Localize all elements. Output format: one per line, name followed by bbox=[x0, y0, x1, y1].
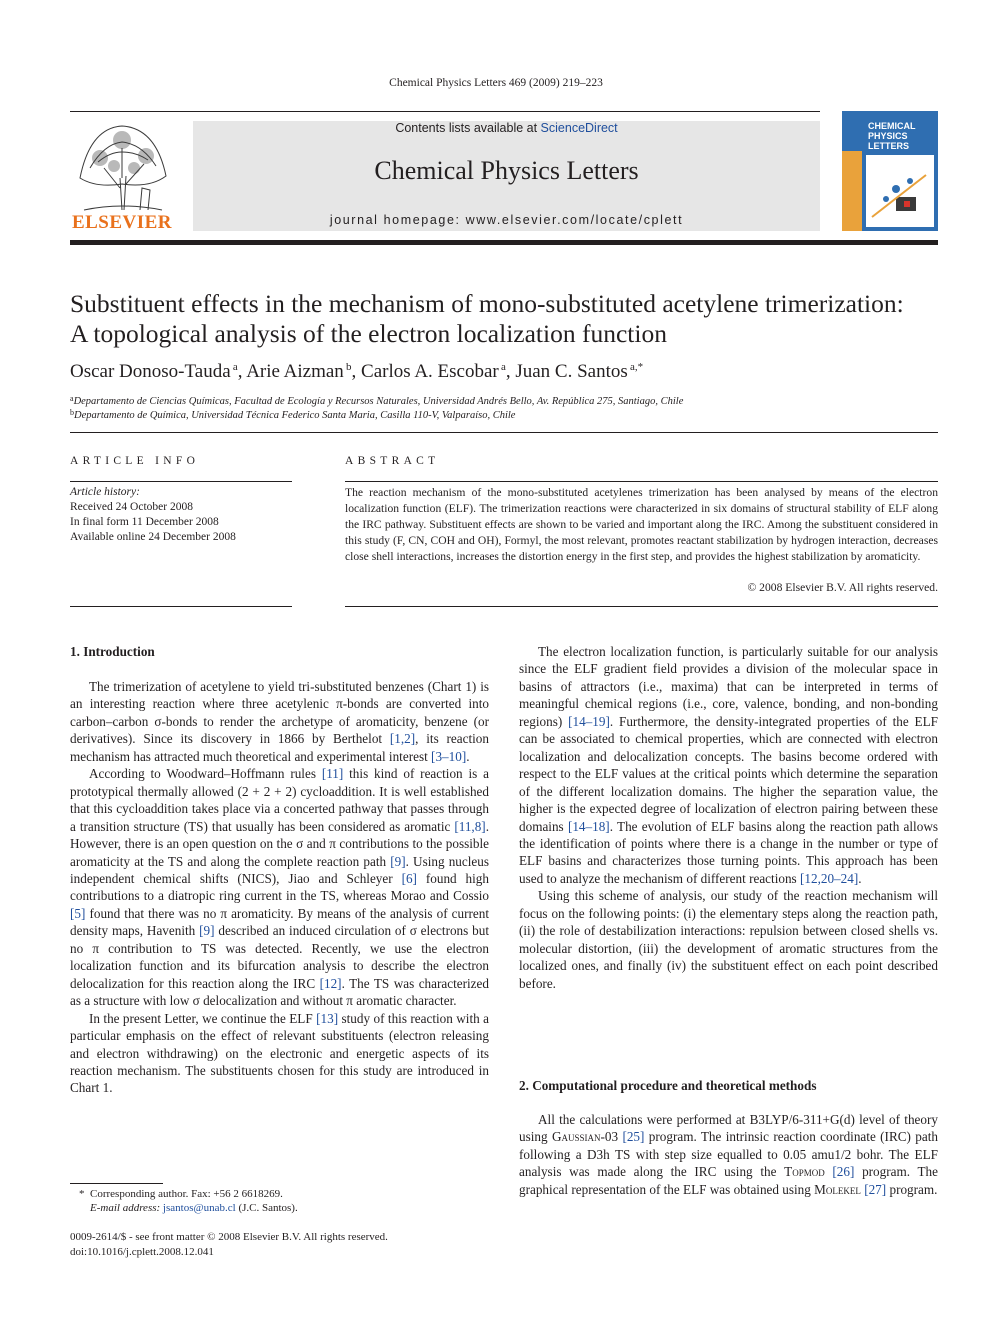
paragraph: Using this scheme of analysis, our study of the reaction mechanism will focus on the following points: (i) the elementary steps along the reaction path, (ii) the role of destabilization interactions: repulsion between closed shells vs. molecular distortion, (iii) the development of aromatic structures from the localized ones, and finally (iv) the substituent effect on each point described before. bbox=[519, 888, 938, 991]
author-sup: b bbox=[346, 361, 352, 373]
article-info-heading: ARTICLE INFO bbox=[70, 455, 200, 467]
affiliation-b bbox=[70, 408, 950, 421]
header-rule bbox=[70, 111, 820, 112]
history-final-form: In final form 11 December 2008 bbox=[70, 516, 219, 528]
article-title bbox=[70, 289, 950, 349]
citation-link[interactable]: [6] bbox=[401, 870, 417, 886]
journal-citation: Chemical Physics Letters 469 (2009) 219–223 bbox=[389, 77, 603, 89]
doi-line: doi:10.1016/j.cplett.2008.12.041 bbox=[70, 1245, 214, 1258]
abstract-rule bbox=[345, 481, 938, 482]
cover-molecule-icon bbox=[866, 155, 934, 227]
author-name: Arie Aizman bbox=[246, 361, 344, 382]
paragraph: The electron localization function, is particularly suitable for our analysis since the ELF gradient field provides a division of the molecular space in basins of attractors (i.e., maxima) that can be interpreted in terms of meaningful chemical regions (i.e., core, valence, bonding, and non-bonding regions) [14–19]. Furthermore, the density-integrated properties of the ELF can be associated to chemical properties, which are connected with electron localization and delocalization concepts. The basins become ordered with respect to the ELF values at the critical points which determine the separation of the different localization domains. The higher the separation value, the higher is the expected degree of localization of electron pairing between these domains [14–18]. The evolution of ELF basins along the reaction path allows the identification of points where there is a change in the number or type of ELF basins and characterizes those turning points. This approach has been used to analyze the mechanism of different reactions [12,20–24]. bbox=[519, 644, 938, 886]
masthead-thick-rule bbox=[70, 240, 938, 245]
citation-link[interactable]: [12,20–24] bbox=[799, 870, 859, 886]
article-info-rule bbox=[70, 481, 292, 482]
body-column-left bbox=[70, 678, 489, 1097]
homepage-link[interactable]: www.elsevier.com/locate/cplett bbox=[465, 213, 684, 227]
paragraph: All the calculations were performed at B3LYP/6-311+G(d) level of theory using Gaussian-03 [25] program. The intrinsic reaction coordinate (IRC) path following a D3h TS with step size equalled to 0.05 amu1/2 bohr. The ELF analysis was made along the IRC using the Topmod [26] program. The graphical representation of the ELF was obtained using Molekel [27] program. bbox=[519, 1112, 938, 1197]
affiliation-sup: a bbox=[70, 394, 74, 403]
cover-title: CHEMICAL PHYSICS LETTERS bbox=[868, 121, 916, 151]
corresponding-text: Corresponding author. Fax: +56 2 6618269. bbox=[90, 1188, 283, 1200]
contents-prefix: Contents lists available at bbox=[395, 121, 541, 135]
citation-link[interactable]: [13] bbox=[316, 1010, 339, 1026]
author-name: Oscar Donoso-Tauda bbox=[70, 361, 231, 382]
citation-link[interactable]: [26] bbox=[832, 1164, 855, 1180]
section-heading: 1. Introduction bbox=[70, 644, 155, 659]
citation-link[interactable]: [14–18] bbox=[567, 818, 610, 834]
history-online: Available online 24 December 2008 bbox=[70, 531, 236, 543]
issn-line: 0009-2614/$ - see front matter © 2008 Elsevier B.V. All rights reserved. bbox=[70, 1231, 388, 1243]
paragraph: In the present Letter, we continue the ELF [13] study of this reaction with a particular emphasis on the effect of relevant substituents (electron releasing and electron withdrawing) on the electronic and energetic aspects of its reaction mechanism. The substituents chosen for this study are introduced in Chart 1. bbox=[70, 1010, 489, 1096]
article-history bbox=[70, 485, 292, 545]
abstract-bottom-rule bbox=[345, 606, 938, 607]
citation-link[interactable]: [1,2] bbox=[389, 731, 416, 747]
email-note bbox=[70, 1201, 490, 1215]
affiliation-text: Departamento de Ciencias Químicas, Facultad de Ecología y Recursos Naturales, Universidad Andrés Bello, Av. República 275, Santiago, Chile bbox=[73, 396, 684, 407]
author-name: Juan C. Santos bbox=[515, 361, 628, 382]
citation-link[interactable]: [11,8] bbox=[454, 818, 486, 834]
front-matter bbox=[70, 1230, 490, 1259]
affiliation-a bbox=[70, 394, 950, 407]
paragraph: According to Woodward–Hoffmann rules [11] this kind of reaction is a prototypical thermally allowed (2 + 2 + 2) cycloaddition. It is well established that this cycloaddition takes place via a concerted pathway that passes through a transition structure (TS) that usually has been considered as aromatic [11,8]. However, there is an open question on the σ and π contributions to the possible aromaticity at the TS and along the complete reaction path [9]. Using nucleus independent chemical shifts (NICS), Jiao and Schleyer [6] found high contributions to a diatropic ring current in the TS, whereas Morao and Cossio [5] found that there was no π aromaticity. By means of the analysis of current density maps, Havenith [9] described an induced circulation of σ electrons but no π contribution to TS was detected. Recently, we use the electron localization function and its bifurcation analysis to describe the electron delocalization for this reaction along the IRC [12]. The TS was characterized as a structure with low σ delocalization and without π aromatic character. bbox=[70, 766, 489, 1009]
section-heading: 2. Computational procedure and theoretical methods bbox=[519, 1078, 817, 1093]
email-label: E-mail address: bbox=[90, 1202, 161, 1214]
title-line-2: A topological analysis of the electron localization function bbox=[70, 319, 667, 348]
elsevier-wordmark: ELSEVIER bbox=[71, 212, 173, 233]
affiliation-text: Departamento de Química, Universidad Técnica Federico Santa Maria, Casilla 110-V, Valparaíso, Chile bbox=[74, 410, 516, 421]
article-info-bottom-rule bbox=[70, 606, 292, 607]
citation-link[interactable]: [14–19] bbox=[568, 713, 610, 729]
abstract-heading: ABSTRACT bbox=[345, 455, 440, 467]
contents-line bbox=[193, 121, 820, 135]
citation-link[interactable]: [27] bbox=[864, 1181, 887, 1197]
author-list: Oscar Donoso-Tauda $^a$, Arie Aizman $^b$, Carlos A. Escobar $^a$, Juan C. Santos $^{a,*}$ bbox=[70, 361, 644, 382]
body-column-right bbox=[519, 643, 938, 992]
citation-link[interactable]: [5] bbox=[70, 905, 86, 921]
email-suffix: (J.C. Santos). bbox=[238, 1202, 298, 1214]
paragraph: The trimerization of acetylene to yield tri-substituted benzenes (Chart 1) is an interesting reaction where three acetylenic π-bonds are converted into carbon–carbon σ-bonds to render the archetype of aromaticity, benzene (or derivatives). Since its discovery in 1866 by Berthelot [1,2], its reaction mechanism has attracted much theoretical and experimental interest [3–10]. bbox=[70, 679, 489, 764]
abstract-copyright: © 2008 Elsevier B.V. All rights reserved. bbox=[747, 581, 938, 594]
citation-link[interactable]: [11] bbox=[321, 766, 344, 782]
author-name: Carlos A. Escobar bbox=[361, 361, 499, 382]
journal-homepage bbox=[193, 213, 820, 227]
citation-link[interactable]: [9] bbox=[390, 853, 406, 869]
citation-link[interactable]: [9] bbox=[199, 923, 215, 939]
abstract-text: The reaction mechanism of the mono-substituted acetylenes trimerization has been analysed by means of the electron localization function (ELF). The trimerization reactions were characterized in six domains of structural stability of ELF along the IRC pathway. Substituent effects are shown to be varied and important along the IRC. Among the substituent considered in this study (F, CN, COH and OH), Formyl, the most relevant, promotes reactant stabilization by hydrogen interaction, decreases close shell interactions, increases the distortion energy in the first step, and provides the highest stabilization by aromaticity. bbox=[345, 486, 938, 563]
citation-link[interactable]: [3–10] bbox=[431, 748, 467, 764]
homepage-prefix: journal homepage: bbox=[329, 213, 466, 227]
sciencedirect-link[interactable]: ScienceDirect bbox=[540, 121, 618, 135]
citation-link[interactable]: [12] bbox=[319, 975, 342, 991]
history-received: Received 24 October 2008 bbox=[70, 501, 193, 513]
footnote-rule bbox=[70, 1183, 163, 1184]
journal-cover-image bbox=[842, 111, 938, 231]
author-sup: a,* bbox=[629, 361, 644, 373]
section-1-heading bbox=[70, 643, 489, 660]
affiliation-sup: b bbox=[70, 408, 74, 417]
affiliation-rule bbox=[70, 432, 938, 433]
title-line-1: Substituent effects in the mechanism of mono-substituted acetylene trimerization: bbox=[70, 289, 904, 318]
author-sup: a bbox=[232, 361, 238, 373]
cover-accent-band bbox=[842, 151, 862, 231]
section-2-heading bbox=[519, 1077, 938, 1094]
journal-name: Chemical Physics Letters bbox=[374, 156, 639, 185]
email-link[interactable]: jsantos@unab.cl bbox=[162, 1202, 236, 1214]
corresponding-author-note: * Corresponding author. Fax: +56 2 6618269. bbox=[79, 1188, 283, 1200]
citation-link[interactable]: [25] bbox=[622, 1129, 645, 1145]
section-2-body bbox=[519, 1111, 938, 1198]
author-sup: a bbox=[500, 361, 506, 373]
history-label: Article history: bbox=[70, 486, 140, 498]
